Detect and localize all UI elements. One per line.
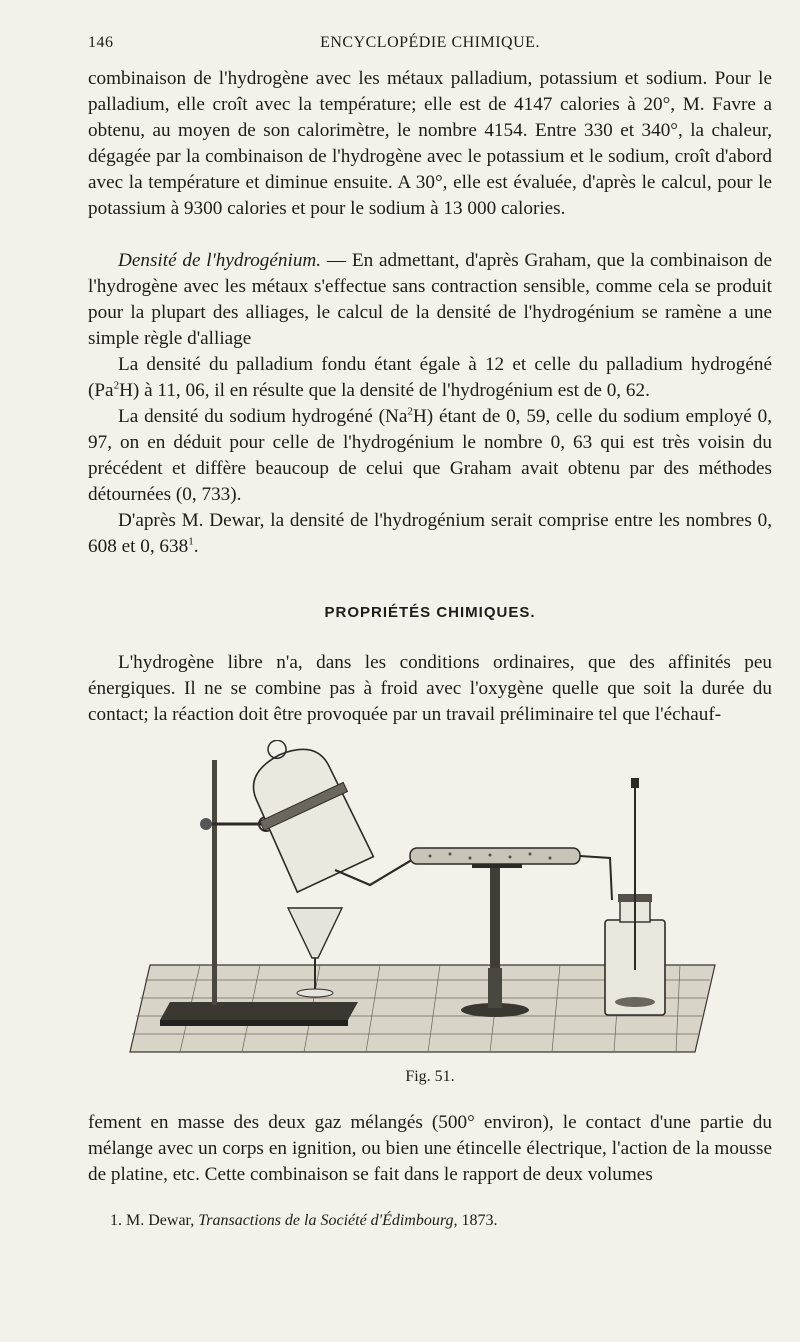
footnote-ref: 1 [188, 535, 194, 548]
paragraph-4-text-a: La densité du sodium hydrogéné (Na [118, 406, 408, 427]
body-text-top [88, 66, 772, 560]
combustion-tube [410, 848, 580, 864]
body-text-middle [88, 650, 772, 728]
paragraph-4-sup: 2 [407, 405, 413, 418]
figure-51-apparatus [120, 740, 720, 1060]
paragraph-2-heading: Densité de l'hydrogénium. [118, 250, 322, 271]
footnote-year: 1873. [457, 1212, 498, 1229]
stand-rod [212, 760, 217, 1005]
footnote-marker: 1. M. Dewar, [110, 1212, 199, 1229]
bell-jar [232, 740, 378, 894]
paragraph-4-text-b: H) étant de 0, 59, celle du sodium employé 0, 97, on en déduit pour celle de l'hydrogénium le nombre 0, 63 qui est très voisin du précédent et diffère beaucoup de celui que Graham avait obtenu par des méthodes détournées (0, 733). [88, 406, 772, 505]
running-title: ENCYCLOPÉDIE CHIMIQUE. [320, 34, 540, 51]
paragraph-3-sup: 2 [113, 379, 120, 392]
page-number: 146 [88, 34, 114, 51]
section-title: PROPRIÉTÉS CHIMIQUES. [324, 604, 536, 621]
paragraph-1: combinaison de l'hydrogène avec les métaux palladium, potassium et sodium. Pour le palladium, elle croît avec la température; elle est de 4147 calories à 20°, M. Favre a obtenu, au moyen de son calorimètre, le nombre 4154. Entre 330 et 340°, la chaleur, dégagée par la combinaison de l'hydrogène avec le potassium et le sodium, croît d'abord avec la température et diminue ensuite. A 30°, elle est évaluée, d'après le calcul, pour le potassium à 9300 calories et pour le sodium à 13 000 calories. [88, 68, 772, 219]
paragraph-7: fement en masse des deux gaz mélangés (500° environ), le contact d'une partie du mélange avec un corps en ignition, ou bien une étincelle électrique, l'action de la mousse de platine, etc. Cette combinaison se fait dans le rapport de deux volumes [88, 1112, 772, 1185]
paragraph-2-text: — En admettant, d'après Graham, que la combinaison de l'hydrogène avec les métaux s'effectue sans contraction sensible, comme cela se produit pour la plupart des alliages, le calcul de la densité de l'hydrogénium se ramène a une simple règle d'alliage [88, 250, 772, 349]
paragraph-6: L'hydrogène libre n'a, dans les conditions ordinaires, que des affinités peu énergiques. Il ne se combine pas à froid avec l'oxygène quelle que soit la durée du contact; la réaction doit être provoquée par un travail préliminaire tel que l'échauf- [88, 652, 772, 725]
running-header [88, 34, 772, 60]
paragraph-5-text-b: . [193, 536, 199, 557]
stand-base [160, 1002, 358, 1020]
paragraph-3 [88, 352, 772, 404]
conical-glass [288, 908, 342, 958]
support-pillar [490, 868, 500, 968]
body-text-bottom [88, 1110, 772, 1188]
paragraph-3-text-a: La densité du palladium fondu étant égale à 12 et celle du palladium hydrogéné (Pa [88, 354, 772, 401]
paragraph-5 [88, 508, 772, 560]
paragraph-5-text-a: D'après M. Dewar, la densité de l'hydrogénium serait comprise entre les nombres 0, 608 et 0, 638 [88, 510, 772, 557]
paragraph-4 [88, 404, 772, 508]
footnote [110, 1210, 772, 1232]
footnote-title: Transactions de la Société d'Édimbourg, [198, 1212, 458, 1229]
figure-caption: Fig. 51. [405, 1068, 455, 1085]
paragraph-3-text-b: H) à 11, 06, il en résulte que la densité de l'hydrogénium est de 0, 62. [119, 380, 650, 401]
paragraph-2 [88, 248, 772, 352]
